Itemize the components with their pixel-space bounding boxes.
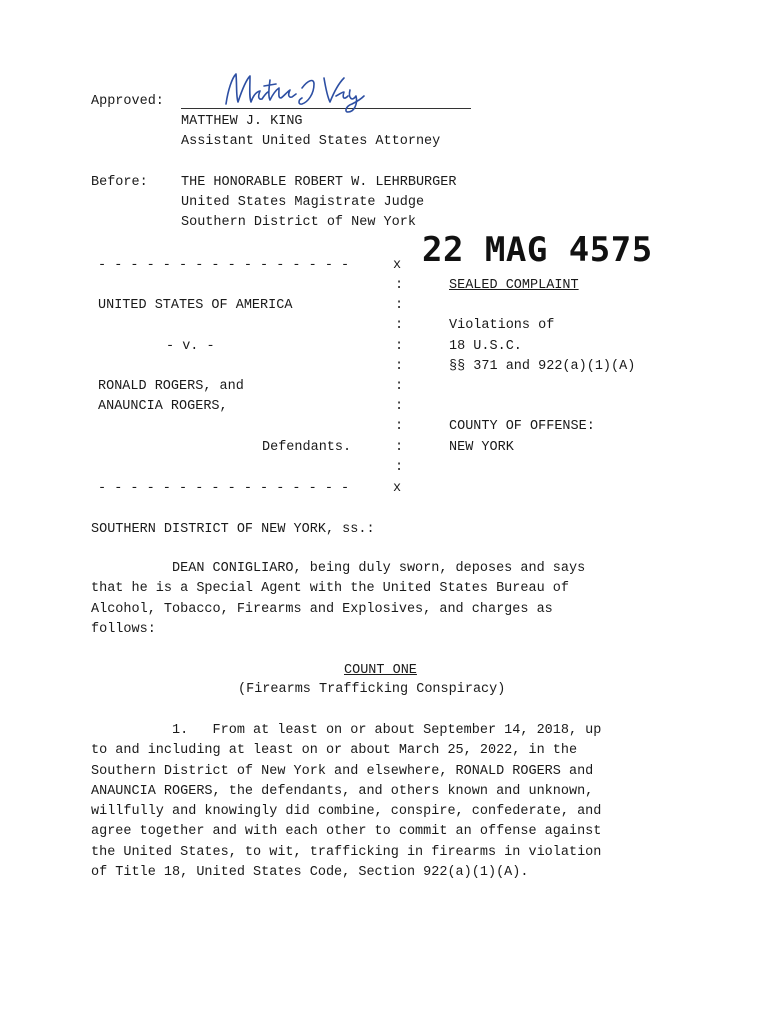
- judge-district: Southern District of New York: [181, 215, 416, 230]
- approved-label: Approved:: [91, 94, 164, 109]
- versus: - v. -: [166, 339, 215, 354]
- caption-dashes-bottom: - - - - - - - - - - - - - - - -: [98, 481, 350, 496]
- violations-line-1: Violations of: [449, 318, 555, 333]
- paragraph-line: the United States, to wit, trafficking in firearms in violation: [91, 845, 602, 860]
- document-type: SEALED COMPLAINT: [449, 278, 579, 293]
- approver-title: Assistant United States Attorney: [181, 134, 441, 149]
- caption-x-bottom: x: [393, 481, 402, 496]
- caption-colon: :: [395, 440, 404, 455]
- caption-colon: :: [395, 359, 404, 374]
- venue: SOUTHERN DISTRICT OF NEW YORK, ss.:: [91, 522, 375, 537]
- intro-line: DEAN CONIGLIARO, being duly sworn, deposes and says: [91, 561, 586, 576]
- approver-name: MATTHEW J. KING: [181, 114, 303, 129]
- case-number: 22 MAG 4575: [422, 230, 653, 270]
- paragraph-line: Southern District of New York and elsewhere, RONALD ROGERS and: [91, 764, 594, 779]
- count-heading: COUNT ONE: [344, 663, 417, 678]
- caption-dashes-top: - - - - - - - - - - - - - - - -: [98, 258, 350, 273]
- defendant-1: RONALD ROGERS, and: [98, 379, 244, 394]
- caption-colon: :: [395, 399, 404, 414]
- caption-colon: :: [395, 298, 404, 313]
- defendant-2: ANAUNCIA ROGERS,: [98, 399, 228, 414]
- county-label: COUNTY OF OFFENSE:: [449, 419, 595, 434]
- county-value: NEW YORK: [449, 440, 514, 455]
- paragraph-line: agree together and with each other to commit an offense against: [91, 824, 602, 839]
- intro-line: follows:: [91, 622, 156, 637]
- caption-colon: :: [395, 278, 404, 293]
- caption-x-top: x: [393, 258, 402, 273]
- violations-line-2: 18 U.S.C.: [449, 339, 522, 354]
- paragraph-line: to and including at least on or about March 25, 2022, in the: [91, 743, 578, 758]
- paragraph-line: willfully and knowingly did combine, conspire, confederate, and: [91, 804, 602, 819]
- defendants-label: Defendants.: [262, 440, 352, 455]
- count-subheading: (Firearms Trafficking Conspiracy): [238, 682, 506, 697]
- intro-line: that he is a Special Agent with the United States Bureau of: [91, 581, 569, 596]
- caption-colon: :: [395, 460, 404, 475]
- paragraph-line: 1. From at least on or about September 14, 2018, up: [91, 723, 602, 738]
- judge-title: United States Magistrate Judge: [181, 195, 425, 210]
- plaintiff: UNITED STATES OF AMERICA: [98, 298, 293, 313]
- before-label: Before:: [91, 175, 148, 190]
- judge-name: THE HONORABLE ROBERT W. LEHRBURGER: [181, 175, 457, 190]
- violations-line-3: §§ 371 and 922(a)(1)(A): [449, 359, 636, 374]
- paragraph-line: ANAUNCIA ROGERS, the defendants, and others known and unknown,: [91, 784, 594, 799]
- caption-colon: :: [395, 318, 404, 333]
- caption-colon: :: [395, 339, 404, 354]
- caption-colon: :: [395, 419, 404, 434]
- intro-line: Alcohol, Tobacco, Firearms and Explosives, and charges as: [91, 602, 553, 617]
- caption-colon: :: [395, 379, 404, 394]
- paragraph-line: of Title 18, United States Code, Section 922(a)(1)(A).: [91, 865, 529, 880]
